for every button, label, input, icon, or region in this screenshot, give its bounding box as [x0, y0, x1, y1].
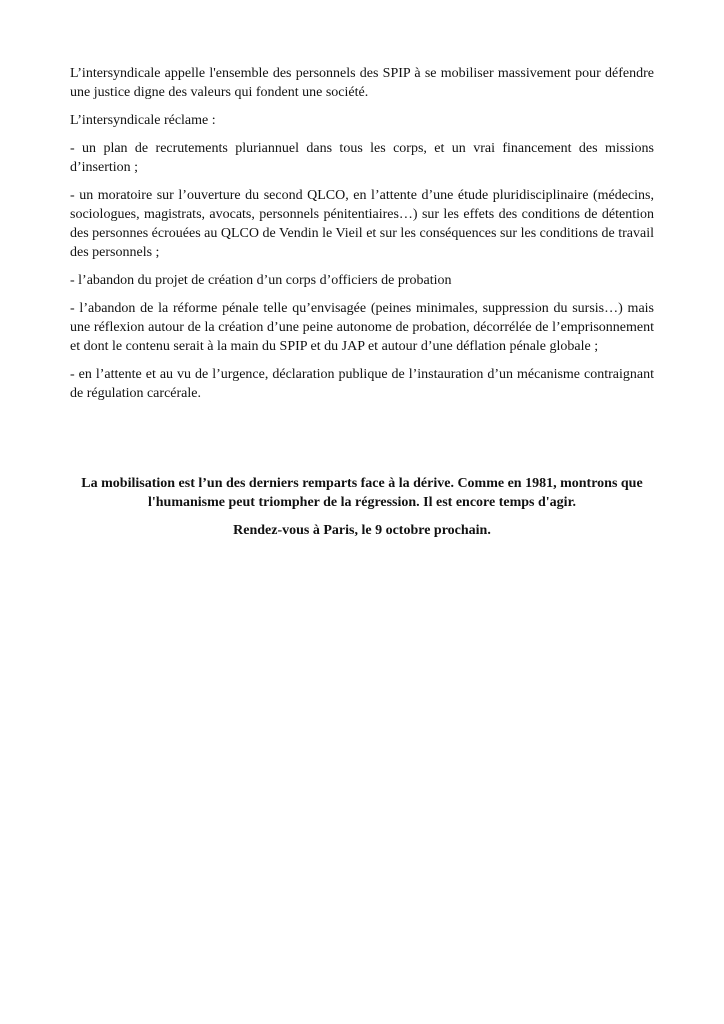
- demand-item-penal-reform: - l’abandon de la réforme pénale telle qu’envisagée (peines minimales, suppression du sursis…) mais une réflexion autour de la création d’une peine autonome de probation, décorrélée de l’emprisonnement et dont le contenu serait à la main du SPIP et du JAP et autour d’une déflation pénale globale ;: [70, 301, 654, 354]
- closing-statement: [62, 474, 662, 549]
- demand-item-probation-officers: - l’abandon du projet de création d’un corps d’officiers de probation: [70, 273, 452, 288]
- paragraph-demands-intro: L’intersyndicale réclame :: [70, 113, 216, 128]
- document-body: [70, 64, 654, 412]
- demand-item-prison-regulation: - en l’attente et au vu de l’urgence, déclaration publique de l’instauration d’un mécanisme contraignant de régulation carcérale.: [70, 367, 654, 401]
- demand-item-recruitment: - un plan de recrutements pluriannuel dans tous les corps, et un vrai financement des missions d’insertion ;: [70, 141, 654, 175]
- closing-mobilization-text: La mobilisation est l’un des derniers remparts face à la dérive. Comme en 1981, montrons que l'humanisme peut triompher de la régression. Il est encore temps d'agir.: [81, 476, 643, 510]
- demand-item-qlco-moratorium: - un moratoire sur l’ouverture du second QLCO, en l’attente d’une étude pluridisciplinaire (médecins, sociologues, magistrats, avocats, personnels pénitentiaires…) sur les effets des conditions de détention des personnes écrouées au QLCO de Vendin le Vieil et sur les conséquences sur les conditions de travail des personnels ;: [70, 188, 654, 260]
- closing-rendezvous-text: Rendez-vous à Paris, le 9 octobre prochain.: [233, 523, 491, 538]
- paragraph-call-to-mobilize: L’intersyndicale appelle l'ensemble des personnels des SPIP à se mobiliser massivement pour défendre une justice digne des valeurs qui fondent une société.: [70, 66, 654, 100]
